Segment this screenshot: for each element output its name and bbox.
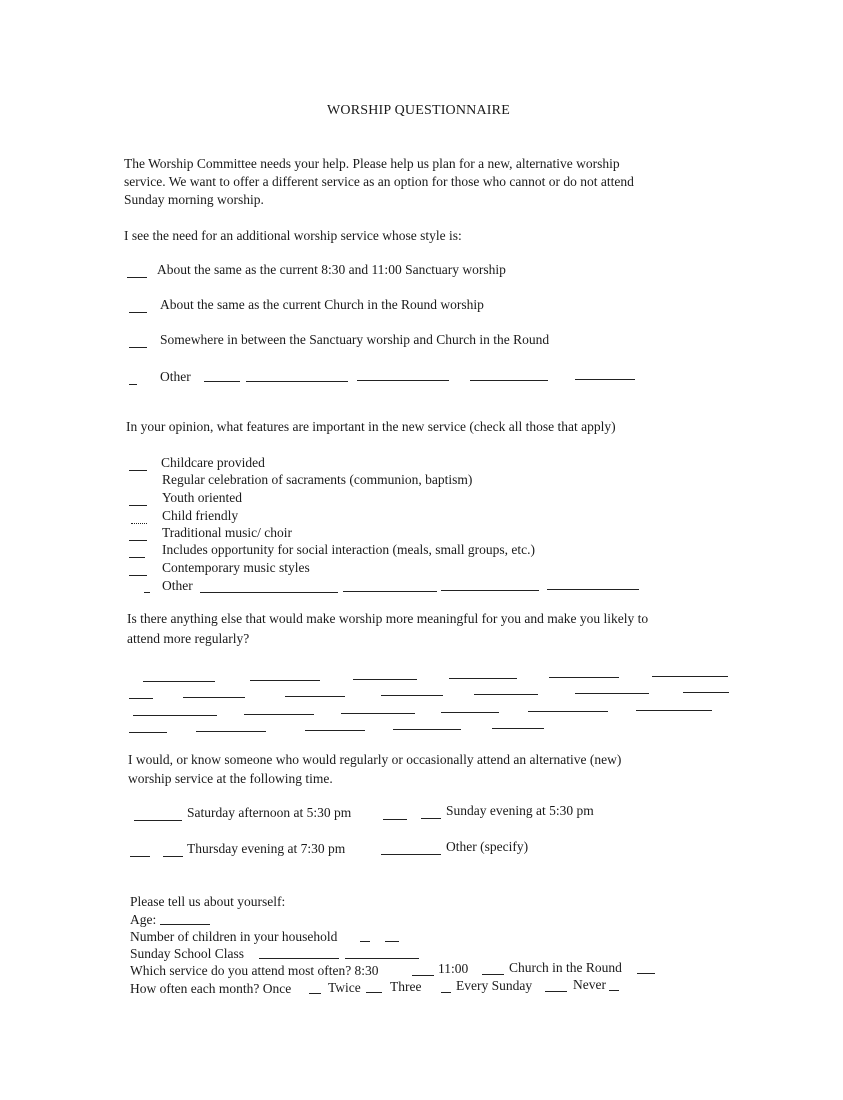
answer-line[interactable] xyxy=(441,712,499,713)
other-time-label: Other (specify) xyxy=(446,839,529,854)
three-label: Three xyxy=(390,979,422,994)
service-830-checkbox[interactable] xyxy=(412,975,434,976)
answer-line[interactable] xyxy=(341,713,415,714)
feature-childcare-label: Childcare provided xyxy=(161,455,265,470)
feature-child-friendly-label: Child friendly xyxy=(162,508,239,523)
children-label: Number of children in your household xyxy=(130,929,338,944)
feature-other-blank-1[interactable] xyxy=(200,592,338,593)
answer-line[interactable] xyxy=(636,710,712,711)
thursday-checkbox[interactable] xyxy=(163,856,183,857)
style-other-blank-5[interactable] xyxy=(575,379,635,380)
feature-social-checkbox[interactable] xyxy=(129,557,145,558)
once-checkbox[interactable] xyxy=(309,993,321,994)
answer-line[interactable] xyxy=(305,730,365,731)
never-label: Never xyxy=(573,977,606,992)
style-option-1-label: About the same as the current 8:30 and 11:00 Sanctuary worship xyxy=(157,262,506,277)
feature-traditional-label: Traditional music/ choir xyxy=(162,525,292,540)
service-cir-checkbox[interactable] xyxy=(637,973,655,974)
feature-sacraments-label: Regular celebration of sacraments (communion, baptism) xyxy=(162,472,473,487)
sunday-checkbox-a[interactable] xyxy=(383,819,407,820)
answer-line[interactable] xyxy=(250,680,320,681)
page-title: WORSHIP QUESTIONNAIRE xyxy=(327,103,510,118)
style-option-4-checkbox[interactable] xyxy=(129,384,137,385)
answer-line[interactable] xyxy=(353,679,417,680)
style-option-3-checkbox[interactable] xyxy=(129,347,147,348)
age-label: Age: xyxy=(130,912,157,927)
feature-youth-label: Youth oriented xyxy=(162,490,243,505)
sunday-school-label: Sunday School Class xyxy=(130,946,245,961)
answer-line[interactable] xyxy=(683,692,729,693)
sunday-label: Sunday evening at 5:30 pm xyxy=(446,803,594,818)
time-question-line-2: worship service at the following time. xyxy=(128,771,333,786)
style-option-2-label: About the same as the current Church in the Round worship xyxy=(160,297,484,312)
style-option-4-label: Other xyxy=(160,369,191,384)
feature-childcare-checkbox[interactable] xyxy=(129,470,147,471)
thursday-checkbox-a[interactable] xyxy=(130,856,150,857)
style-option-2-checkbox[interactable] xyxy=(129,312,147,313)
feature-other-label: Other xyxy=(162,578,193,593)
thursday-label: Thursday evening at 7:30 pm xyxy=(187,841,346,856)
sunday-checkbox[interactable] xyxy=(421,818,441,819)
answer-line[interactable] xyxy=(129,698,153,699)
style-option-1-checkbox[interactable] xyxy=(127,277,147,278)
answer-line[interactable] xyxy=(244,714,314,715)
intro-line-3: Sunday morning worship. xyxy=(124,192,264,207)
every-sunday-label: Every Sunday xyxy=(456,978,533,993)
features-question-prompt: In your opinion, what features are important in the new service (check all those that apply) xyxy=(126,419,616,434)
style-option-3-label: Somewhere in between the Sanctuary worship and Church in the Round xyxy=(160,332,550,347)
intro-line-1: The Worship Committee needs your help. Please help us plan for a new, alternative worship xyxy=(124,156,620,171)
meaningful-question-line-2: attend more regularly? xyxy=(127,631,250,646)
children-field[interactable] xyxy=(385,941,399,942)
never-checkbox[interactable] xyxy=(609,990,619,991)
service-1100-label: 11:00 xyxy=(438,961,469,976)
answer-line[interactable] xyxy=(652,676,728,677)
style-other-blank-2[interactable] xyxy=(246,381,348,382)
style-other-blank-3[interactable] xyxy=(357,380,449,381)
how-often-label: How often each month? Once xyxy=(130,981,292,996)
answer-line[interactable] xyxy=(143,681,215,682)
which-service-label: Which service do you attend most often? 8:30 xyxy=(130,963,379,978)
answer-line[interactable] xyxy=(183,697,245,698)
service-1100-checkbox[interactable] xyxy=(482,974,504,975)
feature-other-checkbox[interactable] xyxy=(144,592,150,593)
twice-label: Twice xyxy=(328,980,361,995)
about-you-prompt: Please tell us about yourself: xyxy=(130,894,286,909)
answer-line[interactable] xyxy=(449,678,517,679)
feature-other-blank-2[interactable] xyxy=(343,591,437,592)
feature-social-label: Includes opportunity for social interaction (meals, small groups, etc.) xyxy=(162,542,536,557)
saturday-label: Saturday afternoon at 5:30 pm xyxy=(187,805,352,820)
answer-line[interactable] xyxy=(575,693,649,694)
style-other-blank-1[interactable] xyxy=(204,381,240,382)
feature-other-blank-3[interactable] xyxy=(441,590,539,591)
answer-line[interactable] xyxy=(528,711,608,712)
intro-line-2: service. We want to offer a different service as an option for those who cannot or do not attend xyxy=(124,174,634,189)
feature-contemporary-label: Contemporary music styles xyxy=(162,560,310,575)
time-question-line-1: I would, or know someone who would regularly or occasionally attend an alternative (new) xyxy=(128,752,622,767)
style-question-prompt: I see the need for an additional worship service whose style is: xyxy=(124,228,462,243)
feature-other-blank-4[interactable] xyxy=(547,589,639,590)
twice-checkbox[interactable] xyxy=(366,992,382,993)
answer-line[interactable] xyxy=(549,677,619,678)
answer-line[interactable] xyxy=(129,732,167,733)
age-field[interactable] xyxy=(160,924,210,925)
saturday-checkbox[interactable] xyxy=(134,820,182,821)
answer-line[interactable] xyxy=(285,696,345,697)
feature-contemporary-checkbox[interactable] xyxy=(129,575,147,576)
answer-line[interactable] xyxy=(393,729,461,730)
answer-line[interactable] xyxy=(474,694,538,695)
meaningful-question-line-1: Is there anything else that would make worship more meaningful for you and make you likely to xyxy=(127,611,649,626)
service-cir-label: Church in the Round xyxy=(509,960,622,975)
style-other-blank-4[interactable] xyxy=(470,380,548,381)
feature-traditional-checkbox[interactable] xyxy=(129,540,147,541)
every-sunday-checkbox[interactable] xyxy=(545,991,567,992)
answer-line[interactable] xyxy=(492,728,544,729)
answer-line[interactable] xyxy=(196,731,266,732)
sunday-school-field-1[interactable] xyxy=(259,958,339,959)
answer-line[interactable] xyxy=(133,715,217,716)
feature-child-friendly-checkbox[interactable] xyxy=(131,523,147,524)
children-field-a[interactable] xyxy=(360,941,370,942)
feature-youth-checkbox[interactable] xyxy=(129,505,147,506)
answer-line[interactable] xyxy=(381,695,443,696)
other-time-checkbox[interactable] xyxy=(381,854,441,855)
three-checkbox[interactable] xyxy=(441,992,451,993)
sunday-school-field-2[interactable] xyxy=(345,958,419,959)
